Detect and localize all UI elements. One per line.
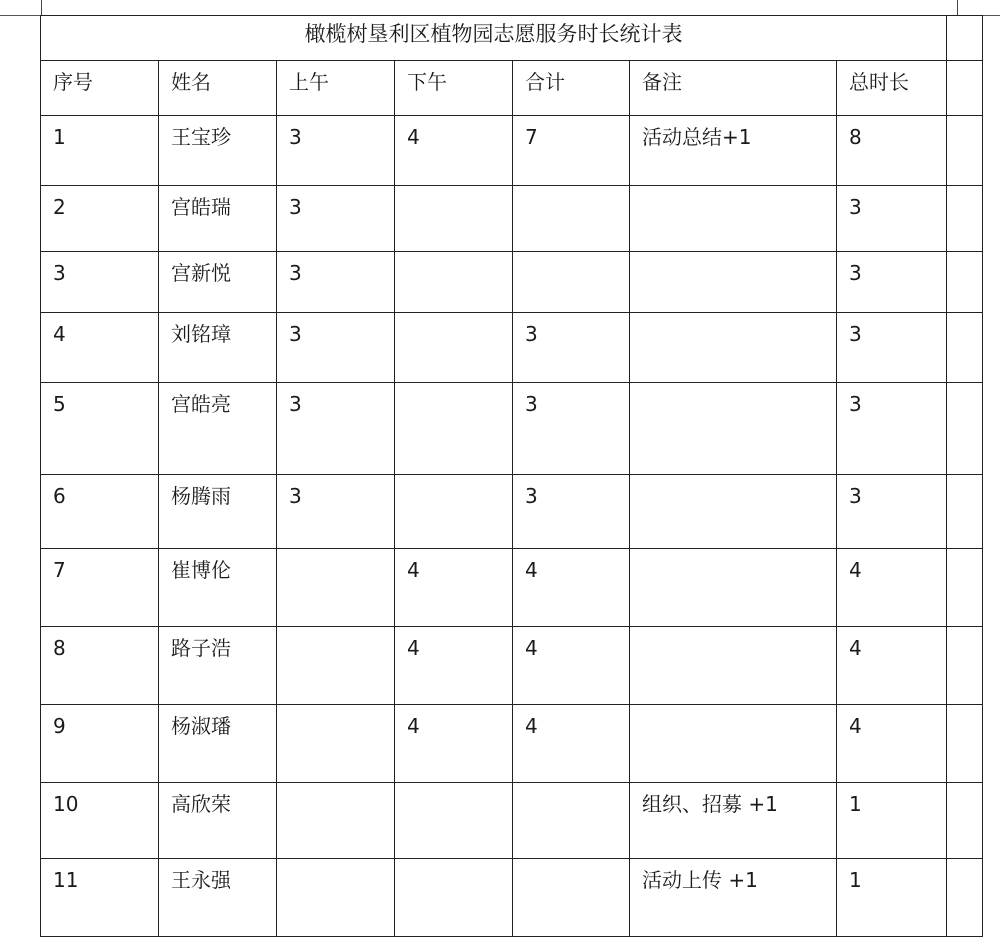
table-row <box>41 475 983 549</box>
cell-total-hours: 4 <box>837 705 947 783</box>
spare-cell <box>947 313 983 383</box>
header-row <box>41 61 983 116</box>
cell-afternoon: 4 <box>395 116 513 186</box>
cell-morning: 3 <box>277 252 395 313</box>
cell-morning <box>277 627 395 705</box>
cell-subtotal: 3 <box>513 383 630 475</box>
table-row <box>41 705 983 783</box>
spare-cell <box>947 383 983 475</box>
cell-afternoon <box>395 859 513 937</box>
title-row <box>41 16 983 61</box>
cell-remarks <box>630 313 837 383</box>
header-cell-index: 序号 <box>41 61 159 116</box>
cell-total-hours: 3 <box>837 252 947 313</box>
cell-remarks <box>630 475 837 549</box>
cell-index: 7 <box>41 549 159 627</box>
cell-remarks <box>630 627 837 705</box>
cell-total-hours: 1 <box>837 859 947 937</box>
table-row <box>41 252 983 313</box>
cell-index: 3 <box>41 252 159 313</box>
cell-morning <box>277 549 395 627</box>
spare-cell <box>947 859 983 937</box>
cell-name: 路子浩 <box>159 627 277 705</box>
table-row <box>41 549 983 627</box>
cell-afternoon: 4 <box>395 627 513 705</box>
cell-index: 10 <box>41 783 159 859</box>
cell-subtotal <box>513 252 630 313</box>
cell-afternoon: 4 <box>395 705 513 783</box>
header-cell-remarks: 备注 <box>630 61 837 116</box>
cell-remarks <box>630 252 837 313</box>
volunteer-hours-sheet <box>40 15 983 937</box>
cell-name: 杨腾雨 <box>159 475 277 549</box>
cell-subtotal <box>513 186 630 252</box>
cell-morning: 3 <box>277 383 395 475</box>
cell-name: 宫皓瑞 <box>159 186 277 252</box>
cell-name: 刘铭璋 <box>159 313 277 383</box>
cell-index: 8 <box>41 627 159 705</box>
page-edge-left <box>41 0 42 16</box>
header-cell-subtotal: 合计 <box>513 61 630 116</box>
cell-subtotal: 7 <box>513 116 630 186</box>
cell-name: 高欣荣 <box>159 783 277 859</box>
header-cell-afternoon: 下午 <box>395 61 513 116</box>
cell-name: 杨淑璠 <box>159 705 277 783</box>
cell-subtotal: 4 <box>513 705 630 783</box>
spare-cell <box>947 783 983 859</box>
cell-index: 1 <box>41 116 159 186</box>
spare-cell <box>947 475 983 549</box>
cell-name: 宫新悦 <box>159 252 277 313</box>
table-row <box>41 783 983 859</box>
cell-total-hours: 1 <box>837 783 947 859</box>
cell-name: 崔博伦 <box>159 549 277 627</box>
table-row <box>41 859 983 937</box>
cell-total-hours: 4 <box>837 627 947 705</box>
cell-total-hours: 8 <box>837 116 947 186</box>
spare-cell <box>947 252 983 313</box>
spare-cell <box>947 627 983 705</box>
cell-index: 6 <box>41 475 159 549</box>
header-spare-cell <box>947 61 983 116</box>
cell-index: 4 <box>41 313 159 383</box>
header-cell-name: 姓名 <box>159 61 277 116</box>
cell-name: 王宝珍 <box>159 116 277 186</box>
volunteer-hours-table <box>40 15 983 937</box>
table-title: 橄榄树垦利区植物园志愿服务时长统计表 <box>41 16 947 61</box>
cell-morning: 3 <box>277 475 395 549</box>
cell-subtotal: 3 <box>513 313 630 383</box>
cell-afternoon <box>395 252 513 313</box>
page-edge-right <box>957 0 958 16</box>
cell-morning <box>277 705 395 783</box>
cell-subtotal: 4 <box>513 549 630 627</box>
table-row <box>41 186 983 252</box>
cell-morning <box>277 783 395 859</box>
cell-afternoon <box>395 313 513 383</box>
spare-cell <box>947 705 983 783</box>
spare-cell <box>947 116 983 186</box>
cell-afternoon: 4 <box>395 549 513 627</box>
title-spare-cell <box>947 16 983 61</box>
cell-index: 9 <box>41 705 159 783</box>
cell-afternoon <box>395 475 513 549</box>
cell-total-hours: 3 <box>837 383 947 475</box>
cell-index: 2 <box>41 186 159 252</box>
header-cell-total-hours: 总时长 <box>837 61 947 116</box>
cell-morning: 3 <box>277 186 395 252</box>
cell-remarks: 活动上传 +1 <box>630 859 837 937</box>
cell-remarks: 组织、招募 +1 <box>630 783 837 859</box>
cell-subtotal <box>513 783 630 859</box>
cell-subtotal: 4 <box>513 627 630 705</box>
cell-morning <box>277 859 395 937</box>
cell-total-hours: 3 <box>837 475 947 549</box>
cell-remarks <box>630 186 837 252</box>
cell-total-hours: 3 <box>837 313 947 383</box>
cell-remarks <box>630 383 837 475</box>
cell-subtotal: 3 <box>513 475 630 549</box>
spare-cell <box>947 186 983 252</box>
cell-morning: 3 <box>277 116 395 186</box>
cell-index: 11 <box>41 859 159 937</box>
table-row <box>41 116 983 186</box>
header-cell-morning: 上午 <box>277 61 395 116</box>
cell-name: 宫皓亮 <box>159 383 277 475</box>
table-row <box>41 313 983 383</box>
cell-afternoon <box>395 186 513 252</box>
cell-index: 5 <box>41 383 159 475</box>
cell-remarks <box>630 705 837 783</box>
spare-cell <box>947 549 983 627</box>
cell-remarks <box>630 549 837 627</box>
cell-afternoon <box>395 383 513 475</box>
cell-name: 王永强 <box>159 859 277 937</box>
cell-subtotal <box>513 859 630 937</box>
cell-remarks: 活动总结+1 <box>630 116 837 186</box>
cell-morning: 3 <box>277 313 395 383</box>
cell-total-hours: 4 <box>837 549 947 627</box>
cell-afternoon <box>395 783 513 859</box>
table-row <box>41 383 983 475</box>
cell-total-hours: 3 <box>837 186 947 252</box>
table-row <box>41 627 983 705</box>
